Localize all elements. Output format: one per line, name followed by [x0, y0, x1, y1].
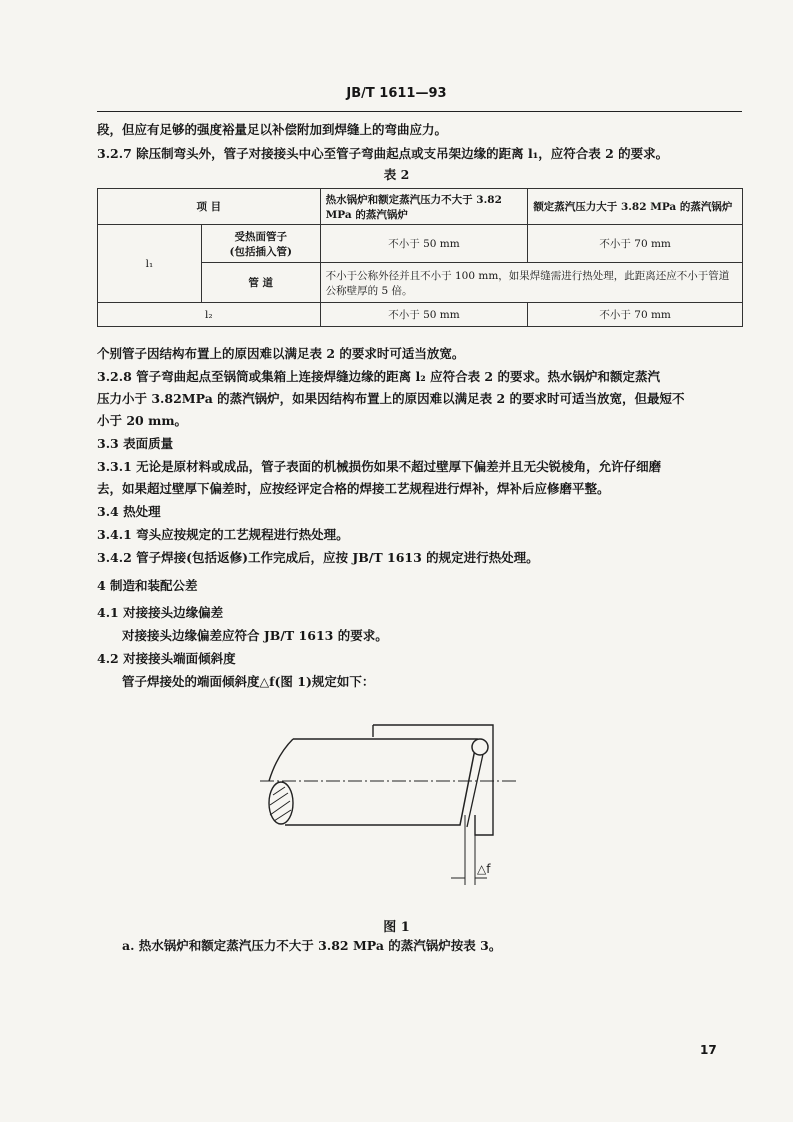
section-3-3: 3.3 表面质量 — [97, 436, 174, 451]
section-3-4: 3.4 热处理 — [97, 504, 161, 519]
table-row1-col2: 不小于 70 mm — [528, 225, 743, 263]
table-row1-label: 受热面管子 (包括插入管) — [201, 225, 320, 263]
table-row1-col1: 不小于 50 mm — [320, 225, 528, 263]
pipe-top-curve — [269, 739, 293, 781]
section-4: 4 制造和装配公差 — [97, 578, 198, 593]
table-l2-label: l₂ — [98, 303, 321, 327]
text-line: 去，如果超过壁厚下偏差时，应按经评定合格的焊接工艺规程进行焊补，焊补后应修磨平整。 — [97, 481, 610, 496]
table-head-col2: 额定蒸汽压力大于 3.82 MPa 的蒸汽锅炉 — [528, 189, 743, 225]
table-head-col1: 热水锅炉和额定蒸汽压力不大于 3.82 MPa 的蒸汽锅炉 — [320, 189, 528, 225]
figure-caption: 图 1 — [383, 920, 410, 935]
page-number: 17 — [700, 1043, 717, 1057]
item-a: a. 热水锅炉和额定蒸汽压力不大于 3.82 MPa 的蒸汽锅炉按表 3。 — [122, 938, 502, 953]
clause-3-4-2: 3.4.2 管子焊接(包括返修)工作完成后，应按 JB/T 1613 的规定进行热处理。 — [97, 550, 539, 565]
clause-3-2-7: 3.2.7 除压制弯头外，管子对接接头中心至管子弯曲起点或支吊架边缘的距离 l₁，应符合表 2 的要求。 — [97, 146, 669, 161]
delta-f-label: △f — [477, 862, 491, 876]
joint-line — [467, 745, 485, 827]
table-row3-col1: 不小于 50 mm — [320, 303, 528, 327]
clause-3-2-8: 3.2.8 管子弯曲起点至锅筒或集箱上连接焊缝边缘的距离 l₂ 应符合表 2 的要求。热水锅炉和额定蒸汽 — [97, 369, 660, 384]
table-2 — [97, 188, 743, 327]
section-4-2: 4.2 对接接头端面倾斜度 — [97, 651, 236, 666]
clause-3-3-1: 3.3.1 无论是原材料或成品，管子表面的机械损伤如果不超过壁厚下偏差并且无尖锐棱角，允许仔细磨 — [97, 459, 662, 474]
pipe-body — [285, 739, 477, 825]
section-4-1: 4.1 对接接头边缘偏差 — [97, 605, 224, 620]
table-l1-label: l₁ — [98, 225, 202, 303]
table-head-item: 项 目 — [98, 189, 321, 225]
table-row3-col2: 不小于 70 mm — [528, 303, 743, 327]
table-row2-label: 管 道 — [201, 263, 320, 303]
clause-3-4-1: 3.4.1 弯头应按规定的工艺规程进行热处理。 — [97, 527, 349, 542]
table-row2-merged: 不小于公称外径并且不小于 100 mm，如果焊缝需进行热处理，此距离还应不小于管道公称壁厚的 5 倍。 — [320, 263, 742, 303]
running-header: JB/T 1611—93 — [346, 86, 447, 101]
section-hatching — [270, 787, 291, 821]
text-line: 小于 20 mm。 — [97, 413, 188, 428]
table-caption: 表 2 — [383, 167, 410, 182]
text-line: 管子焊接处的端面倾斜度△f(图 1)规定如下： — [122, 674, 375, 689]
text-line: 对接接头边缘偏差应符合 JB/T 1613 的要求。 — [122, 628, 388, 643]
text-line: 个别管子因结构布置上的原因难以满足表 2 的要求时可适当放宽。 — [97, 346, 465, 361]
text-line: 压力小于 3.82MPa 的蒸汽锅炉，如果因结构布置上的原因难以满足表 2 的要求时可适当放宽，但最短不 — [97, 391, 685, 406]
figure-1-drawing — [255, 715, 520, 895]
header-rule — [97, 111, 742, 112]
weld-circle — [472, 739, 488, 755]
text-line: 段，但应有足够的强度裕量足以补偿附加到焊缝上的弯曲应力。 — [97, 122, 448, 137]
